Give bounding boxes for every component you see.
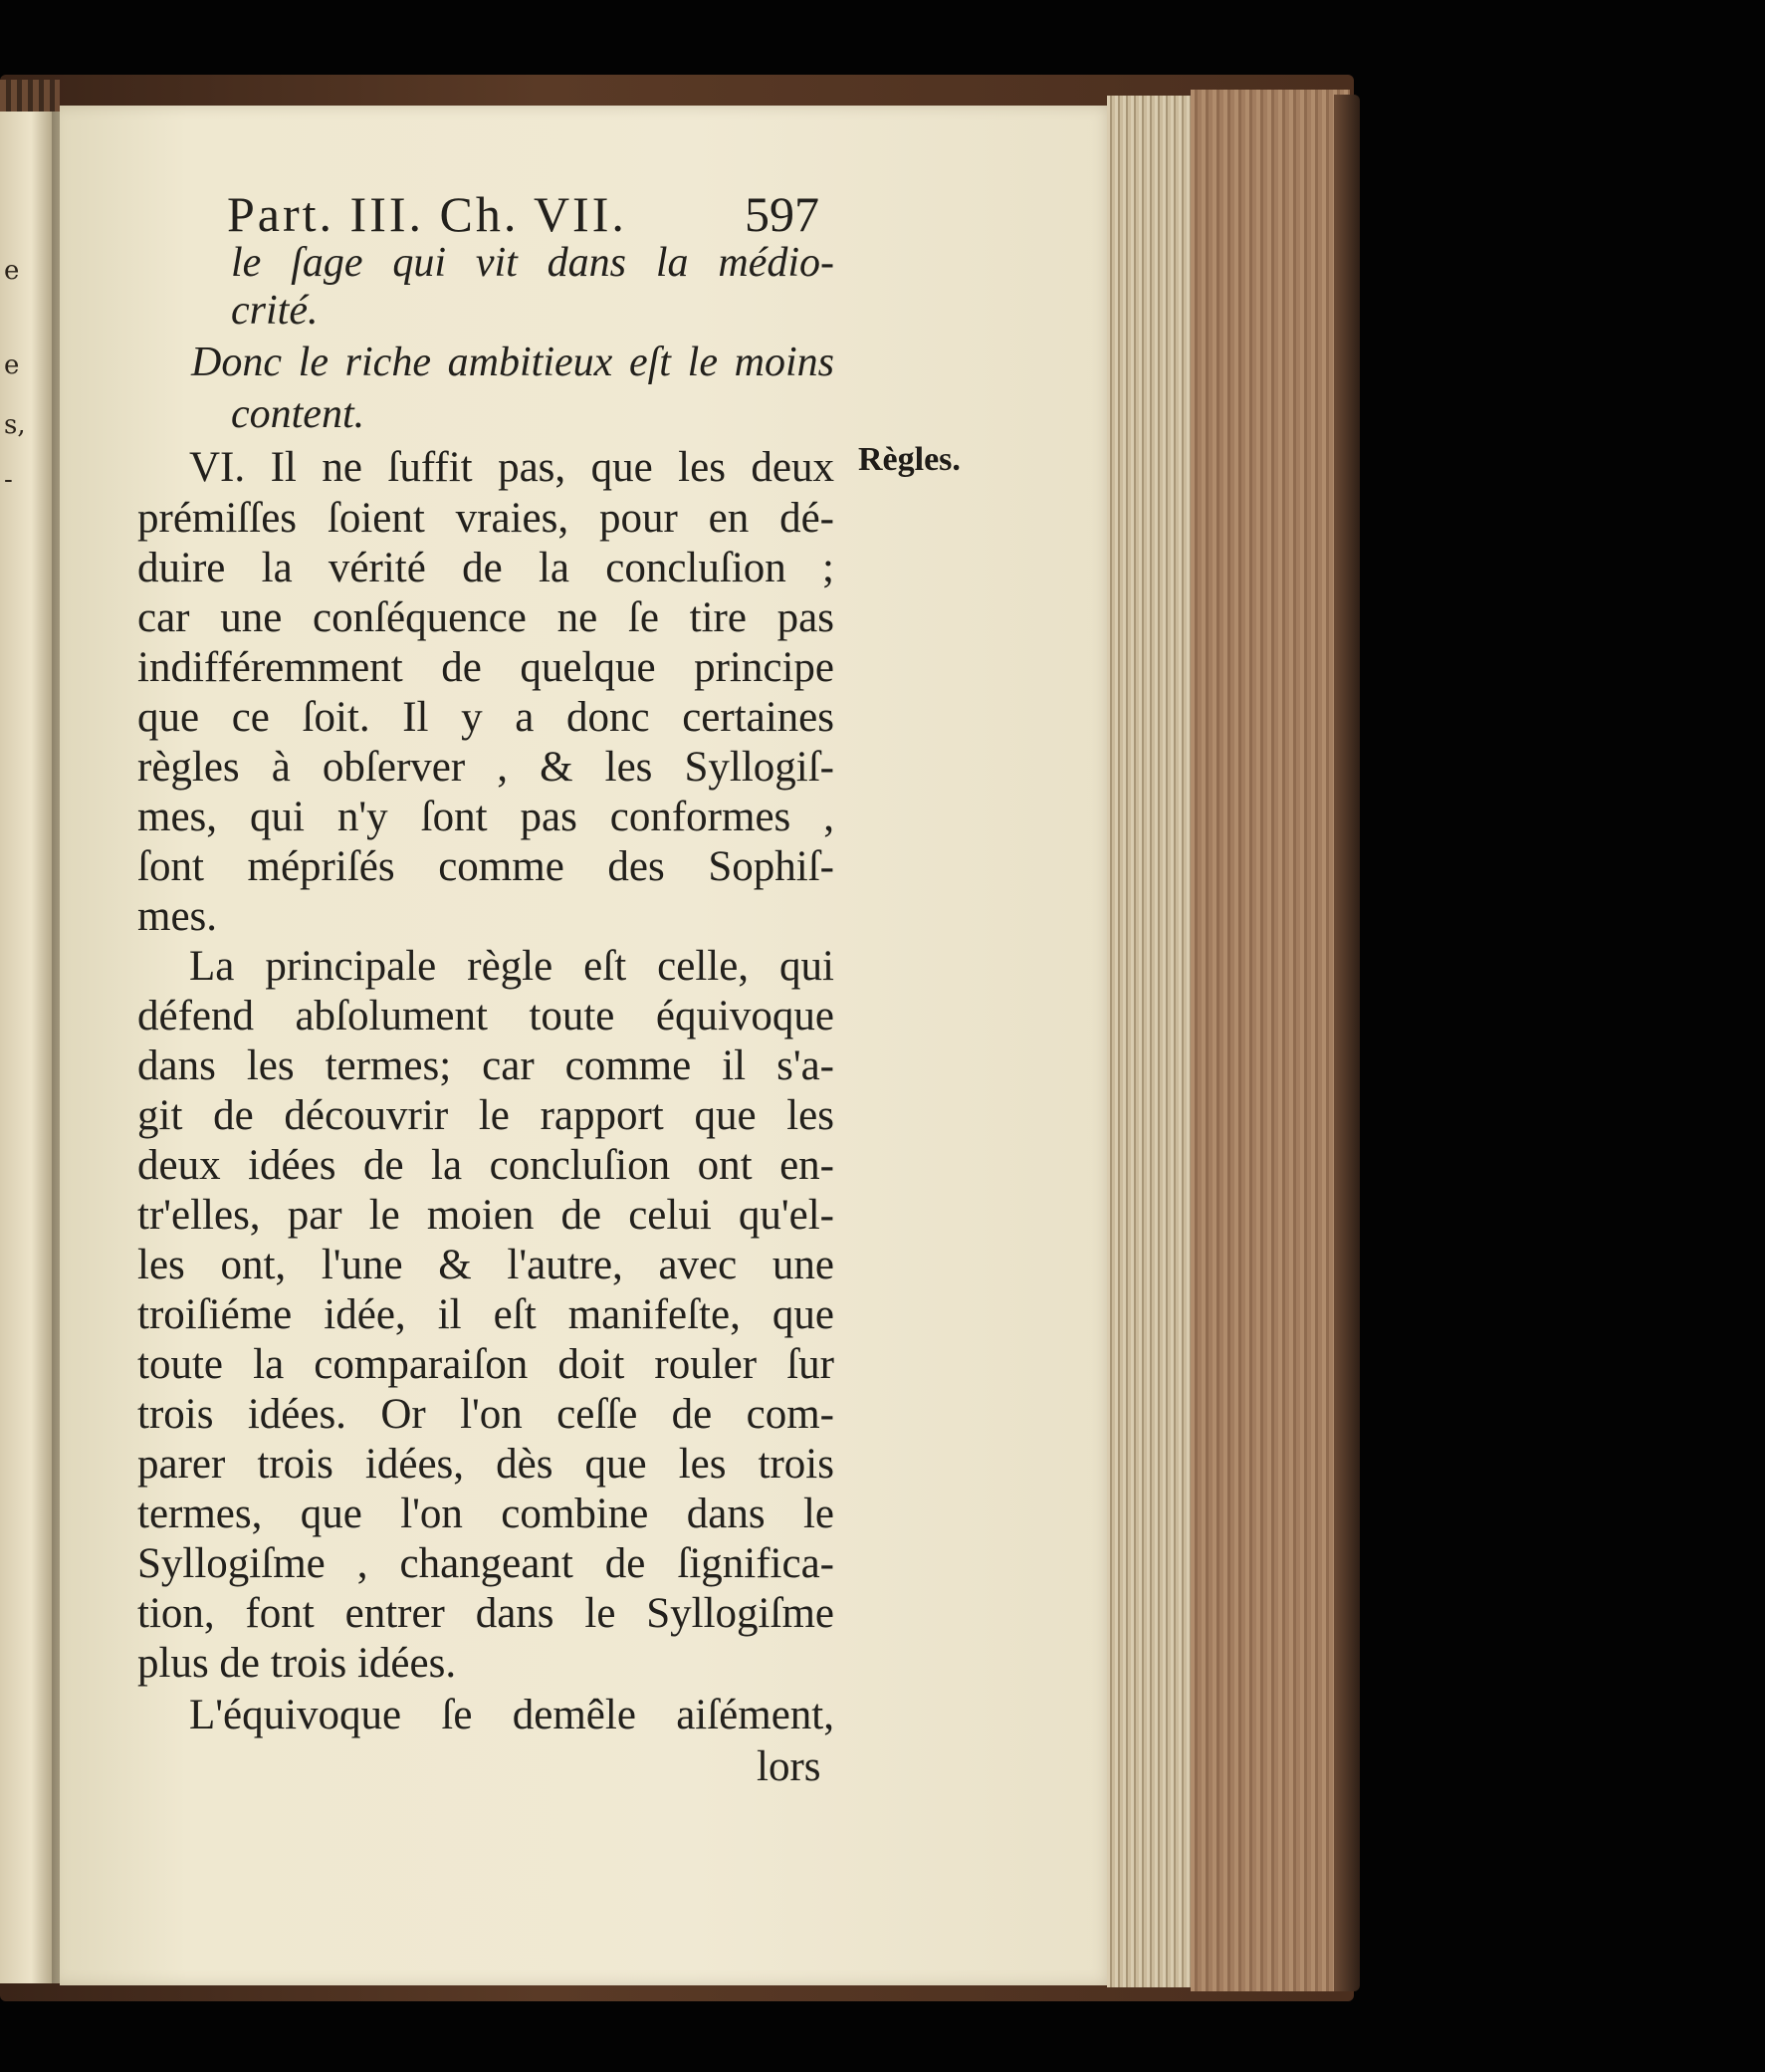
text-line: mes, qui n'y ſont pas conformes , bbox=[137, 794, 834, 840]
text-line: termes, que l'on combine dans le bbox=[137, 1491, 834, 1537]
text-line: deux idées de la concluſion ont en- bbox=[137, 1142, 834, 1189]
cover-edge bbox=[1334, 95, 1360, 1991]
text-line: règles à obſerver , & les Syllogiſ- bbox=[137, 744, 834, 791]
text-block-edge bbox=[1191, 90, 1350, 1991]
text-line: tion, font entrer dans le Syllogiſme bbox=[137, 1590, 834, 1637]
left-page-fragment: e bbox=[4, 256, 20, 286]
text-line: défend abſolument toute équivoque bbox=[137, 993, 834, 1039]
text-line: que ce ſoit. Il y a donc certaines bbox=[137, 694, 834, 741]
left-page-edge bbox=[0, 112, 52, 1983]
text-line: toute la comparaiſon doit rouler ſur bbox=[137, 1341, 834, 1388]
left-page-fragment: e bbox=[4, 350, 20, 380]
text-line: crité. bbox=[231, 288, 319, 334]
text-line: La principale règle eſt celle, qui bbox=[189, 943, 834, 990]
text-line: ſont mépriſés comme des Sophiſ- bbox=[137, 843, 834, 890]
text-line: L'équivoque ſe demêle aiſément, bbox=[189, 1692, 834, 1738]
text-line: troiſiéme idée, il eſt manifeſte, que bbox=[137, 1291, 834, 1338]
text-line: le ſage qui vit dans la médio- bbox=[231, 240, 834, 286]
text-line: car une conſéquence ne ſe tire pas bbox=[137, 594, 834, 641]
margin-note: Règles. bbox=[858, 441, 961, 478]
text-line: mes. bbox=[137, 893, 218, 940]
text-line: tr'elles, par le moien de celui qu'el- bbox=[137, 1192, 834, 1239]
text-line: parer trois idées, dès que les trois bbox=[137, 1441, 834, 1488]
running-header: Part. III. Ch. VII. bbox=[227, 186, 627, 242]
text-line: trois idées. Or l'on ceſſe de com- bbox=[137, 1391, 834, 1438]
text-line: prémiſſes ſoient vraies, pour en dé- bbox=[137, 495, 834, 542]
text-line: duire la vérité de la concluſion ; bbox=[137, 545, 834, 591]
page-edges bbox=[1107, 96, 1197, 1987]
text-line: dans les termes; car comme il s'a- bbox=[137, 1042, 834, 1089]
text-line: Donc le riche ambitieux eſt le moins bbox=[191, 340, 834, 385]
left-page-fragment: s, bbox=[4, 410, 26, 440]
text-line: Syllogiſme , changeant de ſignifica- bbox=[137, 1540, 834, 1587]
text-line: lors bbox=[757, 1743, 821, 1790]
text-line: indifféremment de quelque principe bbox=[137, 644, 834, 691]
left-page-fragment: - bbox=[4, 465, 13, 495]
text-line: VI. Il ne ſuffit pas, que les deux bbox=[189, 444, 834, 491]
text-line: plus de trois idées. bbox=[137, 1640, 457, 1687]
text-line: content. bbox=[231, 391, 365, 437]
page-number: 597 bbox=[745, 186, 819, 242]
text-line: les ont, l'une & l'autre, avec une bbox=[137, 1242, 834, 1288]
text-line: git de découvrir le rapport que les bbox=[137, 1092, 834, 1139]
